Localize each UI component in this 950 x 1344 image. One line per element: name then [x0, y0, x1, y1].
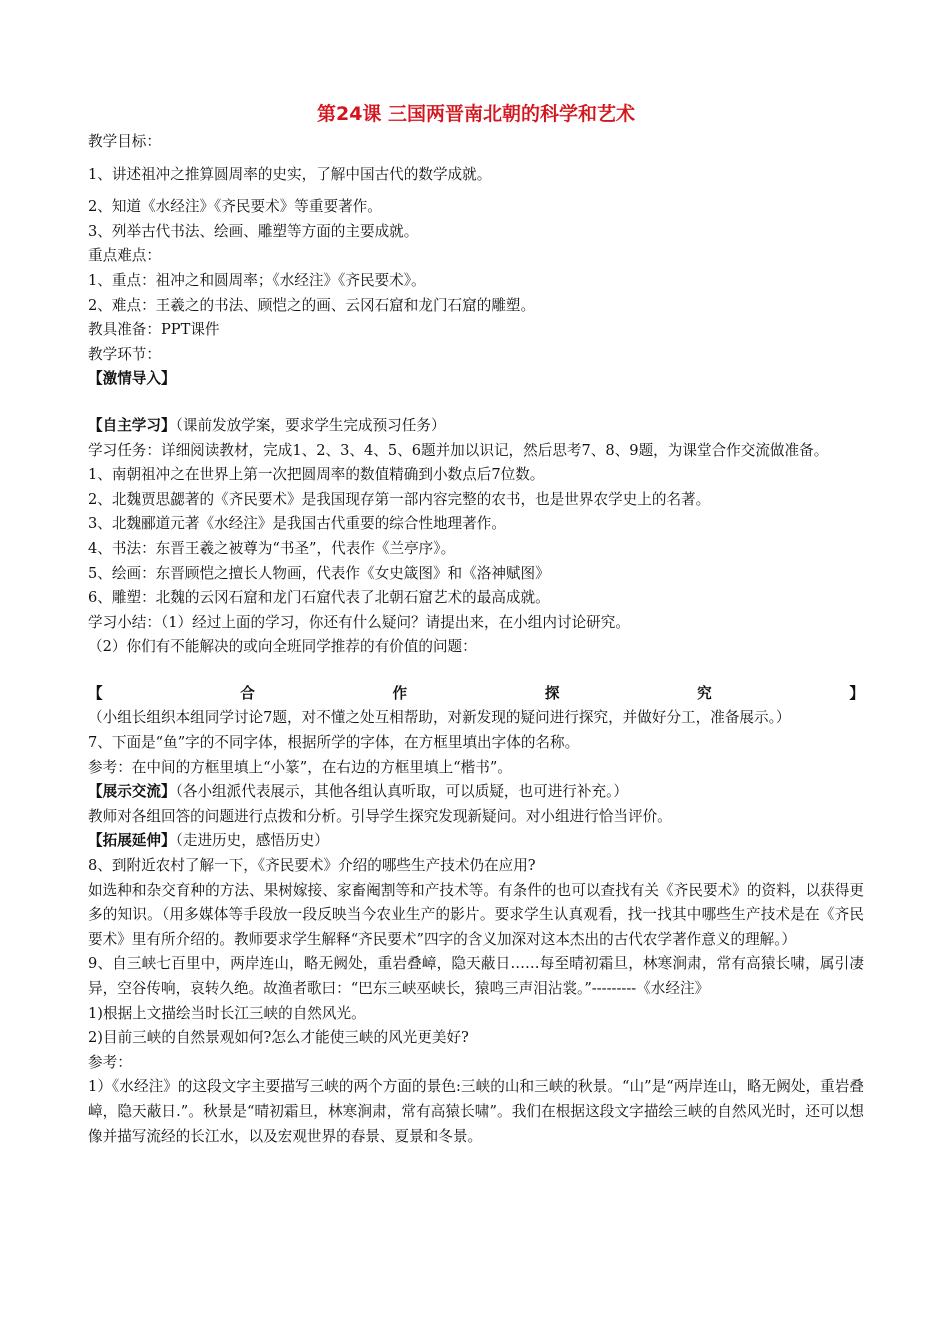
reference-heading: 参考：	[88, 1053, 132, 1071]
display-heading: 【展示交流】	[88, 783, 176, 801]
study-item: 4、书法：东晋王羲之被尊为“书圣”，代表作《兰亭序》。	[88, 539, 456, 557]
extend-line	[88, 829, 864, 854]
self-study-line	[88, 414, 864, 439]
goal-item: 3、列举古代书法、绘画、雕塑等方面的主要成就。	[88, 222, 419, 240]
self-study-heading: 【自主学习】	[88, 416, 176, 434]
goal-item: 2、知道《水经注》《齐民要术》等重要著作。	[88, 198, 382, 216]
summary-2: （2）你们有不能解决的或向全班同学推荐的有价值的问题：	[88, 638, 477, 656]
study-item: 2、北魏贾思勰著的《齐民要术》是我国现存第一部内容完整的农书，也是世界农学史上的名著。	[88, 490, 711, 508]
question-7: 7、下面是“鱼”字的不同字体，根据所学的字体，在方框里填出字体的名称。	[88, 734, 580, 752]
reference-9: 1）《水经注》的这段文字主要描写三峡的两个方面的景色:三峡的山和三峡的秋景。“山”是“两岸连山，略无阙处，重岩叠嶂，隐天蔽日.”。秋景是“晴初霜旦，林寒涧肃，常有高猿长啸”。我们在根据这段文字描绘三峡的自然风光时，还可以想像并描写流经的长江水，以及宏观世界的春景、夏景和冬景。	[88, 1078, 864, 1145]
display-text: 教师对各组回答的问题进行点拨和分析。引导学生探究发现新疑问。对小组进行恰当评价。	[88, 807, 672, 825]
display-note: （各小组派代表展示，其他各组认真听取，可以质疑，也可进行补充。）	[175, 783, 628, 801]
question-9-sub-2: 2)目前三峡的自然景观如何?怎么才能使三峡的风光更美好?	[88, 1029, 469, 1047]
cooperate-note: （小组长组织本组同学讨论7题，对不懂之处互相帮助，对新发现的疑问进行探究，并做好分工，准备展示。）	[88, 709, 791, 727]
study-item: 1、南朝祖冲之在世界上第一次把圆周率的数值精确到小数点后7位数。	[88, 466, 545, 484]
summary-1: 学习小结：（1）经过上面的学习，你还有什么疑问？请提出来，在小组内讨论研究。	[88, 613, 630, 631]
question-9: 9、自三峡七百里中，两岸连山，略无阙处，重岩叠嶂，隐天蔽日……每至晴初霜旦，林寒涧肃，常有高猿长啸，属引凄异，空谷传响，哀转久绝。故渔者歌曰：“巴东三峡巫峡长，猿鸣三声泪沾裳。”---------《水经注》	[88, 955, 864, 997]
intro-heading: 【激情导入】	[88, 370, 176, 388]
document-page	[88, 100, 864, 1149]
self-study-task: 学习任务：详细阅读教材，完成1、2、3、4、5、6题并加以识记，然后思考7、8、9题，为课堂合作交流做准备。	[88, 441, 829, 459]
key-point: 2、难点：王羲之的书法、顾恺之的画、云冈石窟和龙门石窟的雕塑。	[88, 296, 536, 314]
goals-heading: 教学目标：	[88, 133, 161, 150]
tools-text: 教具准备：PPT课件	[88, 321, 220, 339]
key-point: 1、重点：祖冲之和圆周率；《水经注》《齐民要术》。	[88, 271, 426, 289]
display-line	[88, 780, 864, 805]
page-title: 第24课 三国两晋南北朝的科学和艺术	[316, 103, 636, 125]
self-study-note: （课前发放学案，要求学生完成预习任务）	[175, 416, 446, 434]
goal-item: 1、讲述祖冲之推算圆周率的史实，了解中国古代的数学成就。	[88, 165, 492, 183]
cooperate-heading: 【合作探究】	[88, 684, 864, 702]
cooperate-line	[88, 682, 864, 731]
extend-note: （走进历史，感悟历史）	[175, 832, 329, 850]
extend-heading: 【拓展延伸】	[88, 832, 176, 850]
reference-7: 参考：在中间的方框里填上“小篆”，在右边的方框里填上“楷书”。	[88, 758, 512, 776]
study-item: 6、雕塑：北魏的云冈石窟和龙门石窟代表了北朝石窟艺术的最高成就。	[88, 589, 550, 607]
question-9-sub-1: 1)根据上文描绘当时长江三峡的自然风光。	[88, 1004, 366, 1022]
key-heading: 重点难点：	[88, 247, 161, 265]
question-8-text: 如选种和杂交育种的方法、果树嫁接、家畜阉割等和产技术等。有条件的也可以查找有关《齐民要术》的资料，以获得更多的知识。（用多媒体等手段放一段反映当今农业生产的影片。要求学生认真观看，找一找其中哪些生产技术是在《齐民要术》里有所介绍的。教师要求学生解释“齐民要术”四字的含义加深对这本杰出的古代农学著作意义的理解。）	[88, 881, 864, 948]
question-8: 8、到附近农村了解一下，《齐民要术》介绍的哪些生产技术仍在应用?	[88, 857, 536, 875]
study-item: 5、绘画：东晋顾恺之擅长人物画，代表作《女史箴图》和《洛神赋图》	[88, 564, 550, 582]
process-heading: 教学环节：	[88, 345, 161, 363]
study-item: 3、北魏郦道元著《水经注》是我国古代重要的综合性地理著作。	[88, 515, 506, 533]
